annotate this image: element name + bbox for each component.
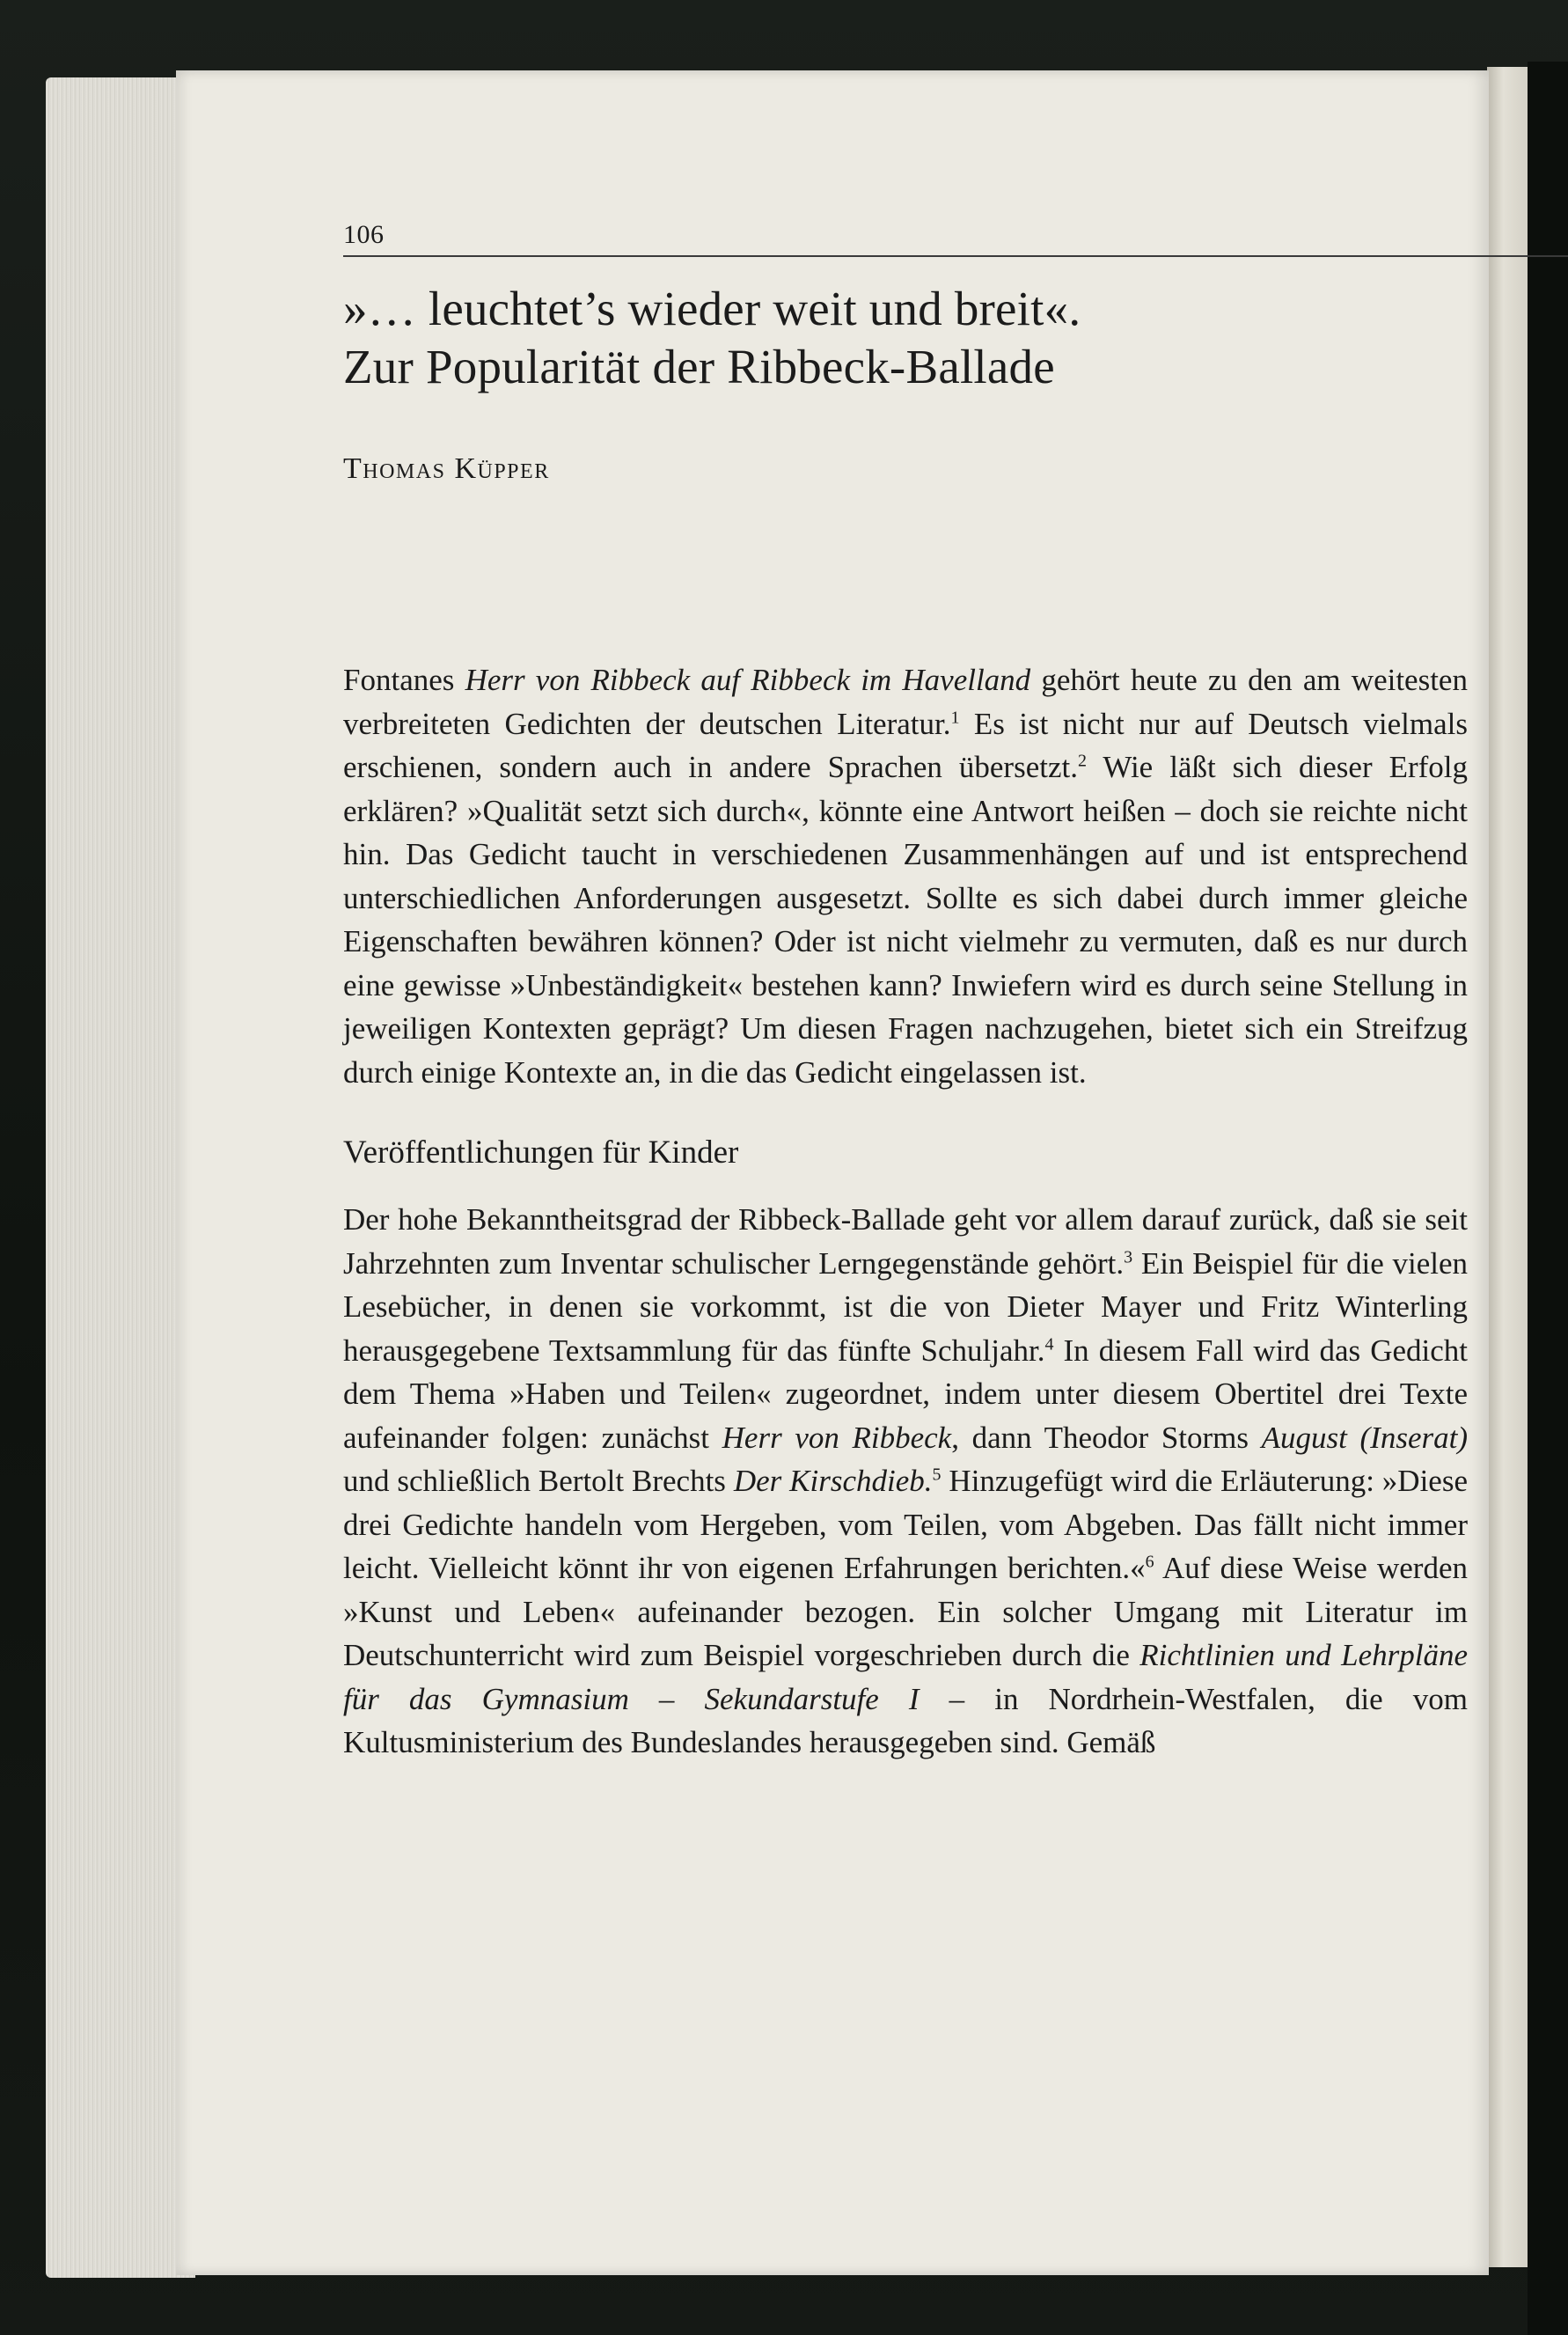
p1-text-4: Wie läßt sich dieser Erfolg erklären? »Qualität setzt sich durch«, könnte eine Antwort heißen – doch sie reichte nicht hin. Das Gedicht taucht in verschiedenen Zusammenhängen auf und ist entsprechend unterschiedlichen Anforderungen ausgesetzt. Sollte es sich dabei durch immer gleiche Eigenschaften bewähren können? Oder ist nicht vielmehr zu vermuten, daß es nur durch eine gewisse »Unbeständigkeit« bestehen kann? Inwiefern wird es durch seine Stellung in jeweiligen Kontexten geprägt? Um diesen Fragen nachzugehen, bietet sich ein Streifzug durch einige Kontexte an, in die das Gedicht eingelassen ist. xyxy=(343,750,1468,1090)
footnote-ref-1: 1 xyxy=(950,707,960,727)
p2-text-2: Ein Beispiel für die vielen Lesebücher, in denen sie vorkommt, ist die von Dieter Mayer und Fritz Winterling herausgegebene Textsammlung für das fünfte Schuljahr. xyxy=(343,1245,1468,1368)
p1-text-3: Es ist nicht nur auf Deutsch vielmals erschienen, sondern auch in andere Sprachen übersetzt. xyxy=(343,706,1468,784)
page-number: 106 xyxy=(343,220,385,249)
p2-work-richtlinien: Richtlinien und Lehrpläne für das Gymnasium – Sekundarstufe I – xyxy=(343,1638,1468,1716)
p1-work-title: Herr von Ribbeck auf Ribbeck im Havelland xyxy=(465,663,1031,697)
p1-text-2: gehört heute zu den am weitesten verbreiteten Gedichten der deutschen Literatur. xyxy=(343,663,1468,741)
p2-text-6: Hinzugefügt wird die Erläuterung: »Diese drei Gedichte handeln vom Hergeben, vom Teilen, vom Abgeben. Das fällt nicht immer leicht. Vielleicht könnt ihr von eigenen Erfahrungen berichten.« xyxy=(343,1464,1469,1585)
footnote-ref-5: 5 xyxy=(932,1465,942,1485)
footnote-ref-2: 2 xyxy=(1077,751,1087,771)
author-name: Thomas Küpper xyxy=(343,452,550,485)
p2-text-3: In diesem Fall wird das Gedicht dem Thema »Haben und Teilen« zugeordnet, indem unter diesem Obertitel drei Texte aufeinander folgen: zunächst xyxy=(343,1333,1468,1455)
running-header xyxy=(343,220,1568,257)
p2-text-5: und schließlich Bertolt Brechts xyxy=(343,1464,734,1498)
p2-text-1: Der hohe Bekanntheitsgrad der Ribbeck-Ballade geht vor allem darauf zurück, daß sie seit Jahrzehnten zum Inventar schulischer Lerngegenstände gehört. xyxy=(343,1202,1468,1281)
p2-text-4: , dann Theodor Storms xyxy=(951,1420,1262,1455)
book-page xyxy=(176,70,1489,2275)
p2-work-august: August (Inserat) xyxy=(1261,1420,1468,1455)
paragraph-intro xyxy=(343,658,1468,1094)
title-line-1: »… leuchtet’s wieder weit und breit«. xyxy=(343,282,1081,335)
footnote-ref-3: 3 xyxy=(1124,1246,1133,1267)
paragraph-2 xyxy=(343,1198,1468,1765)
footnote-ref-6: 6 xyxy=(1145,1552,1154,1572)
section-heading: Veröffentlichungen für Kinder xyxy=(343,1134,739,1171)
p2-work-kirschdieb: Der Kirschdieb. xyxy=(733,1464,933,1498)
page-content xyxy=(343,220,1568,1765)
paragraph-1 xyxy=(343,658,1468,1094)
p2-work-ribbeck: Herr von Ribbeck xyxy=(722,1420,952,1455)
paragraph-section xyxy=(343,1198,1468,1765)
p1-text-1: Fontanes xyxy=(343,663,465,697)
stacked-page-edges xyxy=(46,77,195,2278)
title-line-2: Zur Popularität der Ribbeck-Ballade xyxy=(343,340,1055,393)
article-title xyxy=(343,280,1568,396)
footnote-ref-4: 4 xyxy=(1044,1333,1054,1354)
p2-text-7: Auf diese Weise werden »Kunst und Leben« aufeinander bezogen. Ein solcher Umgang mit Literatur im Deutschunterricht wird zum Beispiel vorgeschrieben durch die xyxy=(343,1551,1468,1672)
p2-text-8: in Nordrhein-Westfalen, die vom Kultusministerium des Bundeslandes herausgegeben sind. Gemäß xyxy=(343,1681,1468,1759)
